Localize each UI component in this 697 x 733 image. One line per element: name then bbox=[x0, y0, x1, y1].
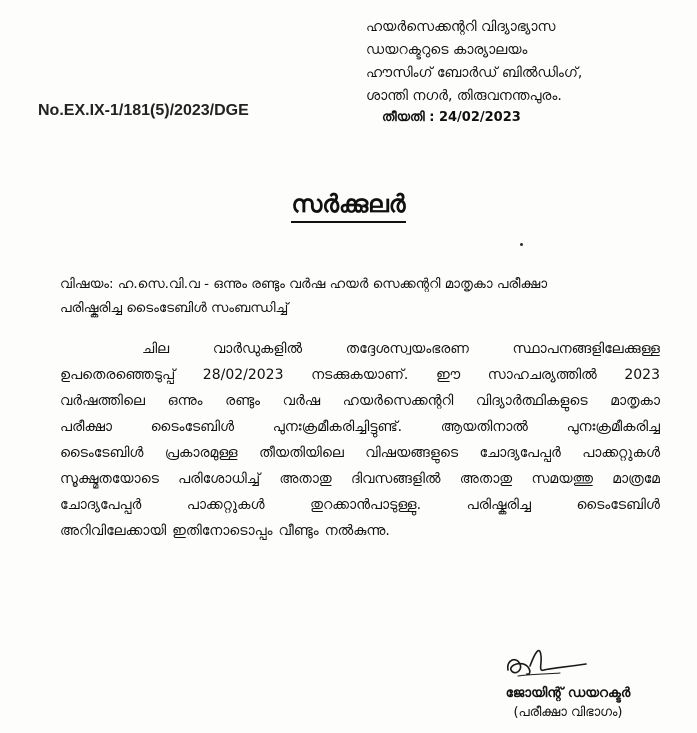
body-word: രണ്ടും bbox=[225, 393, 261, 409]
body-line bbox=[60, 388, 660, 414]
body-line bbox=[60, 440, 660, 466]
body-word: ആയതിനാൽ bbox=[440, 419, 528, 435]
body-word: തുറക്കാൻപാടുള്ളു. bbox=[310, 497, 422, 513]
body-word: ഉപതെരഞ്ഞെടുപ്പ് bbox=[60, 367, 176, 383]
body-word: വർഷ bbox=[282, 393, 321, 409]
body-word: സ്ഥാപനങ്ങളിലേക്കുള്ള bbox=[512, 341, 660, 357]
address-line: ശാന്തി നഗർ, തിരുവനന്തപുരം. bbox=[366, 88, 562, 104]
document-date: തീയതി : 24/02/2023 bbox=[382, 110, 521, 125]
body-word: നൽകുന്നു. bbox=[324, 523, 390, 539]
body-word: സമയത്തു bbox=[531, 471, 593, 487]
body-word: പാക്കറ്റുകൾ bbox=[186, 497, 265, 513]
body-word: അതാതു bbox=[279, 471, 332, 487]
body-word: ഹയർസെക്കന്ററി bbox=[342, 393, 454, 409]
body-word: തീയതിയിലെ bbox=[259, 445, 344, 461]
signatory-name: ജോയിന്റ് ഡയറക്ടർ bbox=[505, 685, 631, 701]
body-word: പുനഃക്രമീകരിച്ചിട്ടുണ്ട്. bbox=[272, 419, 403, 435]
body-line bbox=[60, 518, 660, 544]
body-word: വിദ്യാർത്ഥികളുടെ bbox=[475, 393, 588, 409]
body-line bbox=[60, 362, 660, 388]
body-line bbox=[60, 336, 660, 362]
circular-body bbox=[60, 336, 660, 544]
subject-block bbox=[60, 272, 660, 320]
body-word: ടൈംടേബിൾ bbox=[60, 445, 144, 461]
body-word: പുനഃക്രമീകരിച്ച bbox=[566, 419, 660, 435]
body-word: അറിവിലേക്കായി bbox=[60, 523, 167, 539]
body-word: ഒന്നും bbox=[167, 393, 203, 409]
body-word: തദ്ദേശസ്വയംഭരണ bbox=[345, 341, 469, 357]
body-word: പരിശോധിച്ച് bbox=[178, 471, 261, 487]
body-word: 2023 bbox=[624, 367, 660, 383]
body-word: 28/02/2023 bbox=[202, 367, 284, 383]
body-word: ടൈംടേബിൾ bbox=[576, 497, 660, 513]
body-word: പരീക്ഷാ bbox=[60, 419, 113, 435]
circular-title-container bbox=[0, 190, 697, 223]
body-word: അതാതു bbox=[459, 471, 513, 487]
subject-line: വിഷയം: ഹ.സെ.വി.വ - ഒന്നും രണ്ടും വർഷ ഹയർ സെക്കന്ററി മാതൃകാ പരീക്ഷാ bbox=[60, 276, 548, 292]
subject-line: പരിഷ്കരിച്ച ടൈംടേബിൾ സംബന്ധിച്ച് bbox=[60, 300, 289, 316]
body-word: മാത്രമേ bbox=[612, 471, 660, 487]
signature bbox=[500, 640, 590, 686]
body-word: വാർഡുകളിൽ bbox=[212, 341, 303, 357]
body-word: വീണ്ടും bbox=[278, 523, 319, 539]
address-line: ഡയറക്ടറുടെ കാര്യാലയം bbox=[366, 42, 528, 58]
circular-title: സർക്കുലർ bbox=[291, 190, 405, 223]
body-word: ദിവസങ്ങളിൽ bbox=[350, 471, 441, 487]
body-word: വർഷത്തിലെ bbox=[60, 393, 145, 409]
body-word: ഇതിനോടൊപ്പം bbox=[172, 523, 273, 539]
office-address bbox=[366, 16, 686, 108]
address-line: ഹൗസിംഗ് ബോർഡ് ബിൽഡിംഗ്, bbox=[366, 65, 583, 81]
body-line bbox=[60, 414, 660, 440]
body-word: ചോദ്യപേപ്പർ bbox=[479, 445, 561, 461]
body-word: വിഷയങ്ങളുടെ bbox=[365, 445, 459, 461]
body-word: ചില bbox=[142, 341, 170, 357]
body-word: മാതൃകാ bbox=[610, 393, 660, 409]
body-line bbox=[60, 492, 660, 518]
body-line bbox=[60, 466, 660, 492]
body-word: പാക്കറ്റുകൾ bbox=[582, 445, 660, 461]
body-word: സാഹചര്യത്തിൽ bbox=[487, 367, 597, 383]
body-word: സൂക്ഷ്മതയോടെ bbox=[60, 471, 159, 487]
body-word: പരിഷ്കരിച്ച bbox=[466, 497, 531, 513]
address-line: ഹയർസെക്കന്ററി വിദ്യാഭ്യാസ bbox=[366, 19, 556, 35]
body-word: ചോദ്യപേപ്പർ bbox=[60, 497, 142, 513]
file-number: No.EX.IX-1/181(5)/2023/DGE bbox=[38, 102, 249, 119]
body-word: നടക്കുകയാണ്. bbox=[311, 367, 409, 383]
body-word: പ്രകാരമുള്ള bbox=[164, 445, 238, 461]
body-word: ടൈംടേബിൾ bbox=[150, 419, 235, 435]
signatory-department: (പരീക്ഷാ വിഭാഗം) bbox=[513, 705, 623, 720]
body-word: ഈ bbox=[435, 367, 461, 383]
scan-speck bbox=[520, 243, 523, 246]
